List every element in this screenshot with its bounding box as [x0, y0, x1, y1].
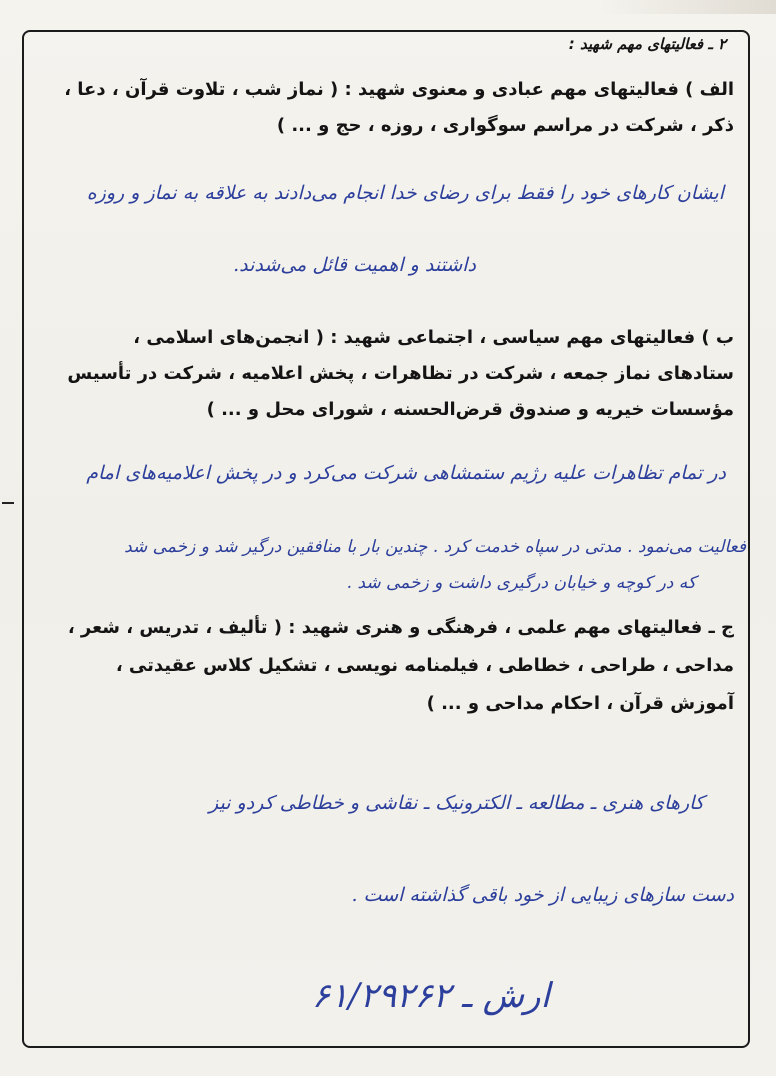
section-a-handwritten-line-2: داشتند و اهمیت قائل می‌شدند. [233, 254, 476, 276]
section-c-printed-line-1: ج ـ فعالیتهای مهم علمی ، فرهنگی و هنری شهید : ( تألیف ، تدریس ، شعر ، [67, 617, 734, 638]
section-title: ۲ ـ فعالیتهای مهم شهید : [568, 35, 726, 53]
paper-stain [600, 0, 776, 14]
section-c-handwritten-line-1: کارهای هنری ـ مطالعه ـ الکترونیک ـ نقاشی و خطاطی کردو نیز [209, 792, 704, 814]
section-c-printed-line-3: آموزش قرآن ، احکام مداحی و ... ) [426, 693, 734, 714]
section-c-printed-line-2: مداحی ، طراحی ، خطاطی ، فیلمنامه نویسی ، تشکیل کلاس عقیدتی ، [115, 655, 734, 676]
section-a-printed-line-1: الف ) فعالیتهای مهم عبادی و معنوی شهید : ( نماز شب ، تلاوت قرآن ، دعا ، [64, 79, 734, 100]
signature-number: ارش ـ ۶۱/۲۹۲۶۲ [311, 976, 550, 1016]
margin-mark [2, 502, 14, 504]
section-c-handwritten-line-2: دست سازهای زیبایی از خود باقی گذاشته است . [351, 884, 734, 906]
section-b-printed-line-3: مؤسسات خیریه و صندوق قرض‌الحسنه ، شورای محل و ... ) [206, 399, 734, 420]
section-a-printed-line-2: ذکر ، شرکت در مراسم سوگواری ، روزه ، حج و ... ) [276, 115, 734, 136]
section-b-handwritten-line-1: در تمام تظاهرات علیه رژیم ستمشاهی شرکت می‌کرد و در پخش اعلامیه‌های امام [86, 462, 726, 484]
section-a-handwritten-line-1: ایشان کارهای خود را فقط برای رضای خدا انجام می‌دادند به علاقه به نماز و روزه [86, 182, 724, 204]
section-b-handwritten-line-2: فعالیت می‌نمود . مدتی در سپاه خدمت کرد . چندین بار با منافقین درگیر شد و زخمی شد [124, 537, 746, 557]
section-b-printed-line-1: ب ) فعالیتهای مهم سیاسی ، اجتماعی شهید : ( انجمن‌های اسلامی ، [133, 327, 734, 348]
section-b-printed-line-2: ستادهای نماز جمعه ، شرکت در تظاهرات ، پخش اعلامیه ، شرکت در تأسیس [67, 363, 734, 384]
section-b-handwritten-line-3: که در کوچه و خیابان درگیری داشت و زخمی شد . [346, 573, 696, 593]
